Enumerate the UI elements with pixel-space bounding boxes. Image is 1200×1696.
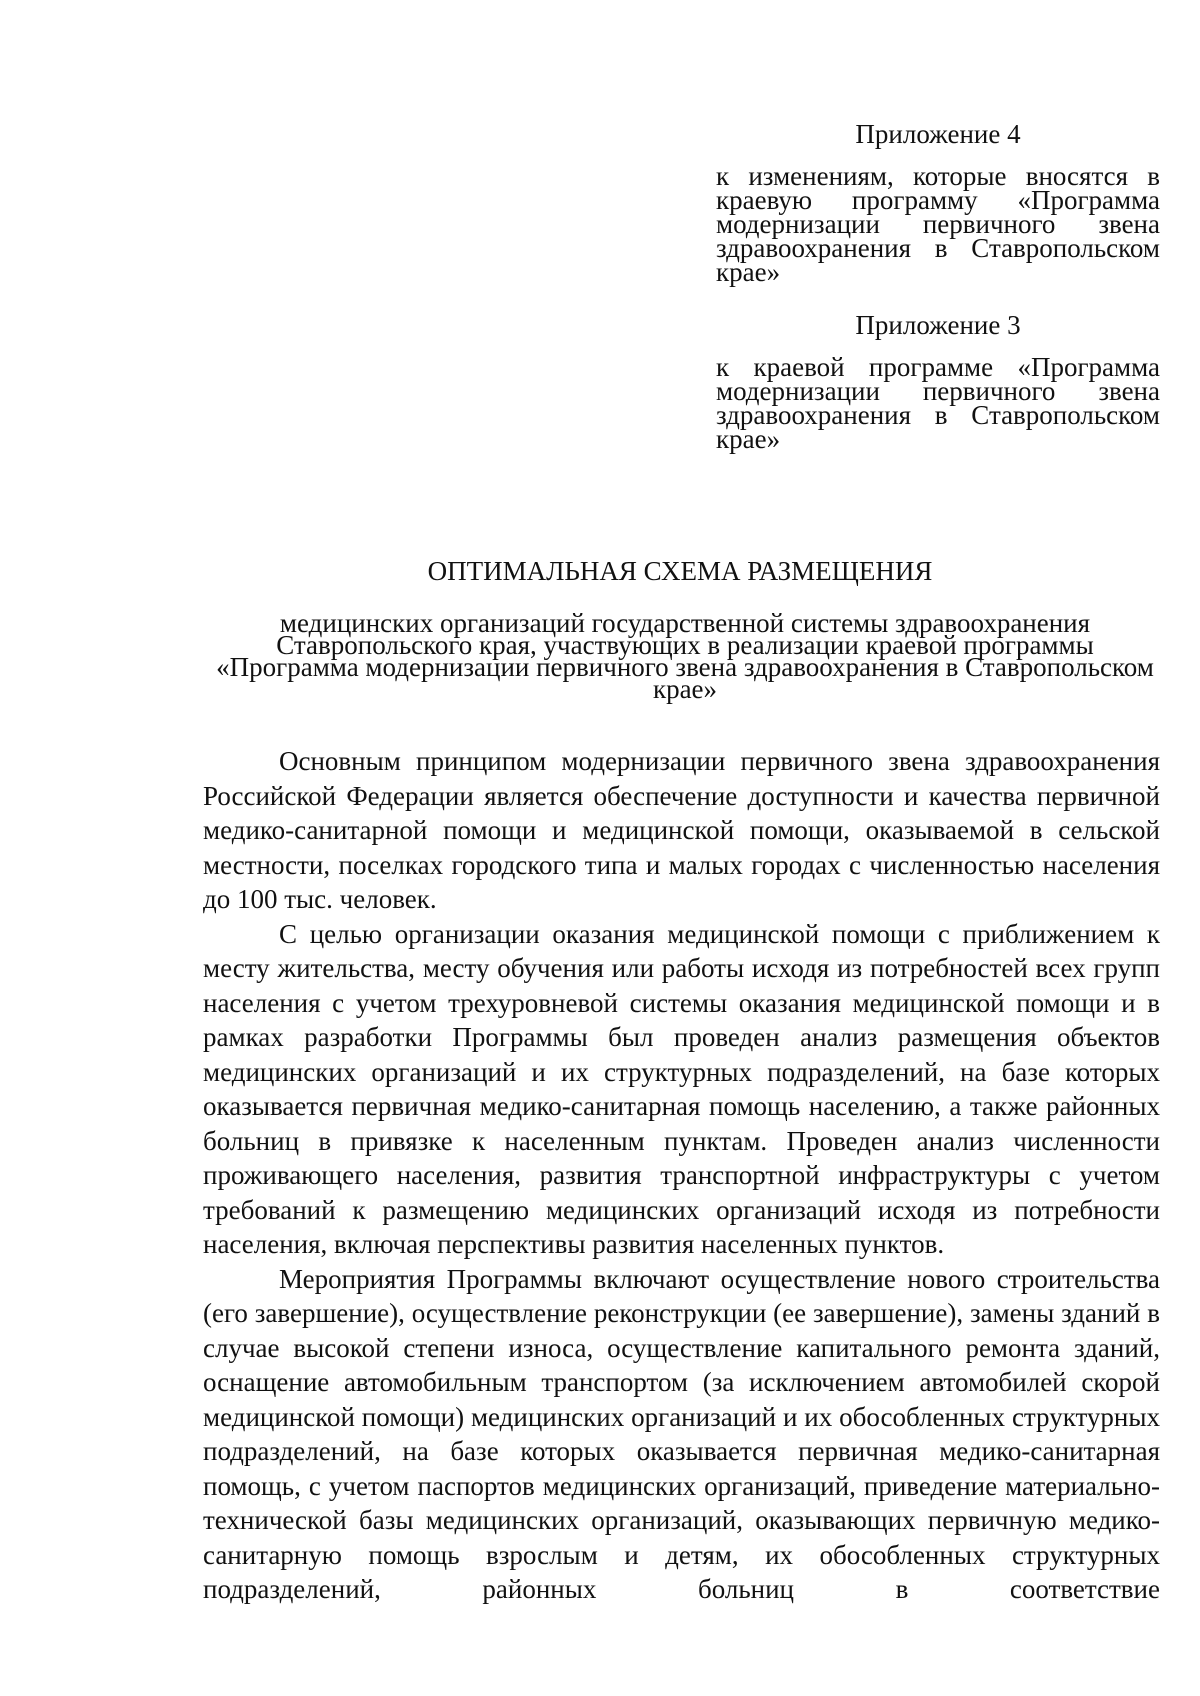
appendix-4-block (716, 119, 1160, 287)
appendix-3-text: к краевой программе «Программа модернизации первичного звена здравоохранения в Ставропольском крае» (716, 352, 1160, 454)
appendix-4-text: к изменениям, которые вносятся в краевую программу «Программа модернизации первичного звена здравоохранения в Ставропольском крае» (716, 161, 1160, 287)
appendix-3-title: Приложение 3 (855, 310, 1021, 340)
document-body (203, 744, 1160, 1607)
body-paragraph-1: Основным принципом модернизации первичного звена здравоохранения Российской Федерации является обеспечение доступности и качества первичной медико-санитарной помощи и медицинской помощи, оказываемой в сельской местности, поселках городского типа и малых городах с численностью населения до 100 тыс. человек. (203, 746, 1160, 914)
document-title: ОПТИМАЛЬНАЯ СХЕМА РАЗМЕЩЕНИЯ (427, 556, 933, 586)
body-paragraph-3: Мероприятия Программы включают осуществление нового строительства (его завершение), осуществление реконструкции (ее завершение), замены зданий в случае высокой степени износа, осуществление капитального ремонта зданий, оснащение автомобильным транспортом (за исключением автомобилей скорой медицинской помощи) медицинских организаций и их обособленных структурных подразделений, на базе которых оказывается первичная медико-санитарная помощь, с учетом паспортов медицинских организаций, приведение материально-технической базы медицинских организаций, оказывающих первичную медико-санитарную помощь взрослым и детям, их обособленных структурных подразделений, районных больниц в соответствие (203, 1263, 1160, 1604)
document-subtitle: медицинских организаций государственной системы здравоохранения Ставропольского края, участвующих в реализации краевой программы «Программа модернизации первичного звена здравоохранения в Ставропольском крае» (216, 608, 1154, 704)
appendix-3-block (716, 310, 1160, 454)
appendix-4-title: Приложение 4 (855, 119, 1021, 149)
body-paragraph-2: С целью организации оказания медицинской помощи с приближением к месту жительства, месту обучения или работы исходя из потребностей всех групп населения с учетом трехуровневой системы оказания медицинской помощи и в рамках разработки Программы был проведен анализ размещения объектов медицинских организаций и их структурных подразделений, на базе которых оказывается первичная медико-санитарная помощь населению, а также районных больниц в привязке к населенным пунктам. Проведен анализ численности проживающего населения, развития транспортной инфраструктуры с учетом требований к размещению медицинских организаций исходя из потребности населения, включая перспективы развития населенных пунктов. (203, 918, 1160, 1259)
